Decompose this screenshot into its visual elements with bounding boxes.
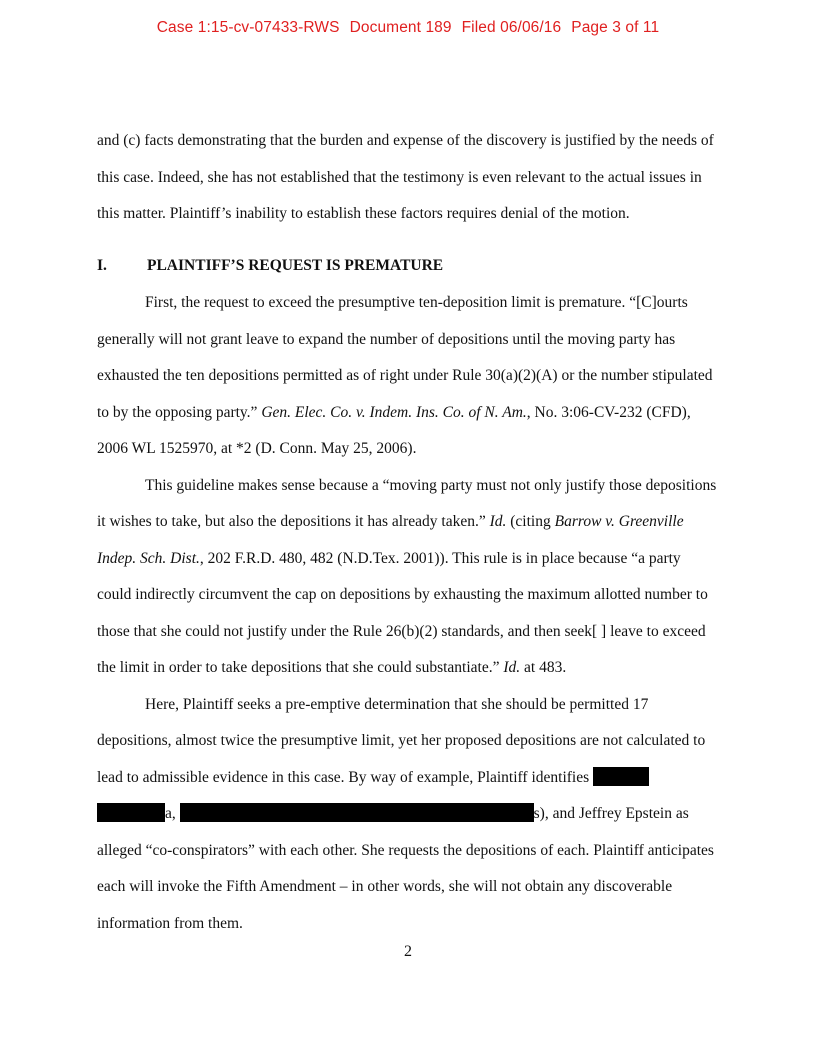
page-number: 2 (404, 943, 412, 960)
redaction-box (593, 767, 649, 786)
id-citation-2: Id. (503, 659, 521, 676)
section-number: I. (97, 256, 107, 274)
citing-open: (citing (506, 513, 555, 530)
citation-barrow: , 202 F.R.D. 480, 482 (N.D.Tex. 2001)). This rule is in place because “a party could indirectly circumvent the cap on depositions by exhausting the maximum allotted number to those that she could not justify under the Rule 26(b)(2) standards, and then seek[ ] leave to exceed the limit in order to take depositions that she could substantiate.” (97, 549, 708, 676)
document-body (97, 123, 717, 942)
intro-paragraph: and (c) facts demonstrating that the burden and expense of the discovery is justified by the needs of this case. Indeed, she has not established that the testimony is even relevant to the actual issues in this matter. Plaintiff’s inability to establish these factors requires denial of the motion. (97, 132, 714, 222)
section-heading (97, 248, 717, 285)
case-name-gen-elec: Gen. Elec. Co. v. Indem. Ins. Co. of N. Am. (261, 403, 527, 421)
redaction-box (180, 803, 534, 822)
paragraph-example-text: Here, Plaintiff seeks a pre-emptive determination that she should be permitted 17 depositions, almost twice the presumptive limit, yet her proposed depositions are not calculated to lead to admissible evidence in this case. By way of example, Plaintiff identifies (97, 695, 706, 786)
paragraph-guideline (97, 468, 717, 687)
paragraph-example (97, 687, 717, 943)
paragraph-premature-text: First, the request to exceed the presumptive ten-deposition limit is premature. “[C]ourts generally will not grant leave to expand the number of depositions until the moving party has exhausted the ten depositions permitted as of right under Rule 30(a)(2)(A) or the number stipulated to by the opposing party.” (97, 294, 713, 421)
id-citation: Id. (489, 513, 507, 530)
fragment-b: s), and Jeffrey Epstein as alleged “co-conspirators” with each other. She requests the depositions of each. Plaintiff anticipates each will invoke the Fifth Amendment – in other words, she will not obtain any discoverable information from them. (97, 805, 714, 932)
paragraph-guideline-text: This guideline makes sense because a “moving party must not only justify those depositions it wishes to take, but also the depositions it has already taken.” (97, 476, 717, 530)
document-number: Document 189 (349, 19, 452, 36)
paragraph-premature (97, 285, 717, 468)
redaction-box (97, 803, 165, 822)
pin-cite: at 483. (520, 659, 567, 676)
page-indicator: Page 3 of 11 (571, 19, 660, 36)
citation-gen-elec: , No. 3:06-CV-232 (CFD), 2006 WL 1525970, at *2 (D. Conn. May 25, 2006). (97, 403, 691, 457)
case-number: Case 1:15-cv-07433-RWS (156, 19, 340, 36)
filed-date: Filed 06/06/16 (461, 19, 562, 36)
fragment-a: a, (165, 805, 180, 822)
case-name-barrow: Barrow v. Greenville Indep. Sch. Dist. (97, 513, 684, 567)
case-header (0, 19, 816, 37)
section-title: PLAINTIFF’S REQUEST IS PREMATURE (147, 256, 444, 274)
